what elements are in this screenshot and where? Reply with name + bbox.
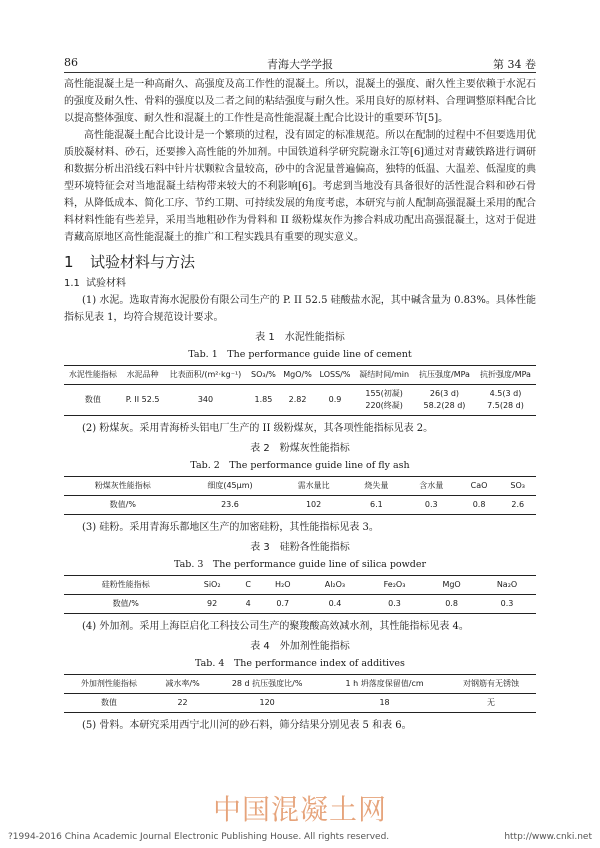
table-cell: 1.85 xyxy=(254,395,273,404)
table-header: C xyxy=(237,576,260,595)
compressive-3d: 26(3 d) xyxy=(429,389,460,398)
table-cell: 0.8 xyxy=(472,500,486,509)
page-number: 86 xyxy=(64,56,78,69)
table-cell: 2.6 xyxy=(511,500,525,509)
table-cell: 无 xyxy=(487,698,496,707)
item-aggregate: (5) 骨料。本研究采用西宁北川河的砂石料，筛分结果分别见表 5 和表 6。 xyxy=(82,720,412,731)
paragraph-intro-2: 高性能混凝土配合比设计是一个繁琐的过程，没有固定的标准规范。所以在配制的过程中不但要选用优质胶凝材料、砂石，还要掺入高性能的外加剂。中国铁道科学研究院谢永江等[6]通过对青藏铁路进行调研和数据分析出沿线石料中针片状颗粒含量较高，砂中的含泥量普遍偏高，独特的低温、大温差、低湿度的典型环境特征会对当地混凝土结构带来较大的不利影响[6]。考虑到当地没有具备很好的活性混合料和砂石骨料，从降低成本、简化工序、节约工期、可持续发展的角度考虑，本研究与前人配制高强混凝土采用的配合料材料性能有些差异，采用当地粗砂作为骨料和 II 级粉煤灰作为掺合料成功配出高强混凝土，这对于促进青藏高原地区高性能混凝土的推广和工程实践具有重要的现实意义。 xyxy=(64,130,536,243)
table-cell: 23.6 xyxy=(221,500,239,509)
table-additive xyxy=(64,674,536,713)
table-header: SO₃ xyxy=(499,477,536,496)
table-header: 水泥品种 xyxy=(122,366,164,385)
table-header: 硅粉性能指标 xyxy=(64,576,187,595)
table-header: 对钢筋有无锈蚀 xyxy=(446,675,536,694)
table2-caption-cn: 表 2 粉煤灰性能指标 xyxy=(250,443,350,454)
section-number: 1 xyxy=(64,253,74,271)
volume-label: 第 34 卷 xyxy=(493,58,536,71)
table-silica xyxy=(64,575,536,614)
subsection-title: 试验材料 xyxy=(86,278,126,289)
table-header: 1 h 坍落度保留值/cm xyxy=(323,675,446,694)
table-header: 减水率/% xyxy=(154,675,211,694)
item-silica: (3) 硅粉。采用青海乐都地区生产的加密硅粉，其性能指标见表 3。 xyxy=(82,522,379,533)
item-additive: (4) 外加剂。采用上海臣启化工科技公司生产的聚羧酸高效减水剂，其性能指标见表 4。 xyxy=(82,621,469,632)
table-cell: 数值/% xyxy=(109,500,136,509)
table-header: 含水量 xyxy=(404,477,459,496)
table-cell: 0.9 xyxy=(328,395,342,404)
table-header: 凝结时间/min xyxy=(354,366,414,385)
table-header: 28 d 抗压强度比/% xyxy=(211,675,323,694)
table-cell: 0.4 xyxy=(328,599,342,608)
table-header: Na₂O xyxy=(478,576,536,595)
table4-caption-cn: 表 4 外加剂性能指标 xyxy=(250,641,350,652)
table3-caption-cn: 表 3 硅粉各性能指标 xyxy=(250,542,350,553)
table-header: Al₂O₃ xyxy=(306,576,364,595)
table1-caption-en: Tab. 1 The performance guide line of cement xyxy=(188,349,412,360)
watermark: 中国混凝土网 xyxy=(212,793,387,826)
table-header: 比表面积/(m²·kg⁻¹) xyxy=(164,366,248,385)
table-header: 抗折强度/MPa xyxy=(475,366,536,385)
table-cell: 数值 xyxy=(100,698,117,707)
table-header: 细度(45μm) xyxy=(182,477,279,496)
section-title: 试验材料与方法 xyxy=(90,253,196,271)
compressive-28d: 58.2(28 d) xyxy=(423,401,466,410)
article-body xyxy=(64,76,536,734)
table-row xyxy=(64,694,536,713)
running-header xyxy=(64,56,536,73)
table-cell: 2.82 xyxy=(288,395,307,404)
paragraph-intro-1: 高性能混凝土是一种高耐久、高强度及高工作性的混凝土。所以，混凝土的强度、耐久性主要依赖于水泥石的强度及耐久性、骨料的强度以及二者之间的粘结强度与耐久性。采用良好的原材料、合理调整原料配合比以提高整体强度、耐久性和混凝土的工作性是高性能混凝土配合比设计的重要环节[5]。 xyxy=(64,79,536,124)
table-header: MgO/% xyxy=(279,366,315,385)
table-cell: P. II 52.5 xyxy=(125,395,160,404)
table-cell: 0.3 xyxy=(424,500,438,509)
copyright-text: ?1994-2016 China Academic Journal Electronic Publishing House. All rights reserved. xyxy=(8,832,390,842)
table-cell: 22 xyxy=(177,698,188,707)
setting-final: 220(终凝) xyxy=(365,401,403,410)
table-cell: 0.3 xyxy=(500,599,514,608)
table-cell: 102 xyxy=(305,500,322,509)
table1-caption-cn: 表 1 水泥性能指标 xyxy=(255,332,345,343)
table-header: 外加剂性能指标 xyxy=(64,675,154,694)
table-header: 粉煤灰性能指标 xyxy=(64,477,182,496)
table-cell: 4 xyxy=(245,599,251,608)
subsection-number: 1.1 xyxy=(64,278,80,289)
table-header: 水泥性能指标 xyxy=(64,366,122,385)
table-header: H₂O xyxy=(260,576,306,595)
table-cell: 92 xyxy=(207,599,218,608)
journal-name: 青海大学学报 xyxy=(267,58,333,71)
item-flyash: (2) 粉煤灰。采用青海桥头铝电厂生产的 II 级粉煤灰，其各项性能指标见表 2。 xyxy=(82,423,434,434)
section-heading xyxy=(64,254,536,271)
table-row xyxy=(64,496,536,515)
table-header: MgO xyxy=(425,576,478,595)
table-row xyxy=(64,595,536,614)
table-cell-setting xyxy=(354,385,414,416)
table-cell: 120 xyxy=(259,698,275,707)
subsection-heading xyxy=(64,275,536,292)
table-header: 抗压强度/MPa xyxy=(414,366,475,385)
table-header: 需水量比 xyxy=(278,477,349,496)
table-header: CaO xyxy=(459,477,500,496)
table-cell: 340 xyxy=(197,395,214,404)
table-row xyxy=(64,385,536,416)
table4-caption-en: Tab. 4 The performance index of additives xyxy=(195,658,405,669)
table-cell: 6.1 xyxy=(369,500,383,509)
table-cement xyxy=(64,365,536,416)
setting-initial: 155(初凝) xyxy=(365,389,403,398)
table-header: LOSS/% xyxy=(316,366,355,385)
table2-caption-en: Tab. 2 The performance guide line of fly ash xyxy=(190,460,410,471)
table-header: SO₃/% xyxy=(247,366,279,385)
table3-caption-en: Tab. 3 The performance guide line of silica powder xyxy=(173,559,427,570)
table-cell: 18 xyxy=(379,698,390,707)
table-flyash xyxy=(64,476,536,515)
table-cell: 0.3 xyxy=(388,599,401,608)
table-cell-compressive xyxy=(414,385,475,416)
table-header: Fe₂O₃ xyxy=(364,576,425,595)
table-cell-flexural xyxy=(475,385,536,416)
flexural-3d: 4.5(3 d) xyxy=(489,389,522,398)
item-cement: (1) 水泥。选取青海水泥股份有限公司生产的 P. II 52.5 硅酸盐水泥，其中碱含量为 0.83%。具体性能指标见表 1，均符合规范设计要求。 xyxy=(64,295,536,323)
table-header: SiO₂ xyxy=(187,576,236,595)
table-cell: 0.8 xyxy=(445,599,458,608)
footer-url[interactable]: http://www.cnki.net xyxy=(504,832,592,842)
flexural-28d: 7.5(28 d) xyxy=(487,401,524,410)
table-cell: 数值/% xyxy=(112,599,139,608)
table-cell: 0.7 xyxy=(276,599,290,608)
table-cell: 数值 xyxy=(84,395,101,404)
table-header: 烧失量 xyxy=(349,477,404,496)
